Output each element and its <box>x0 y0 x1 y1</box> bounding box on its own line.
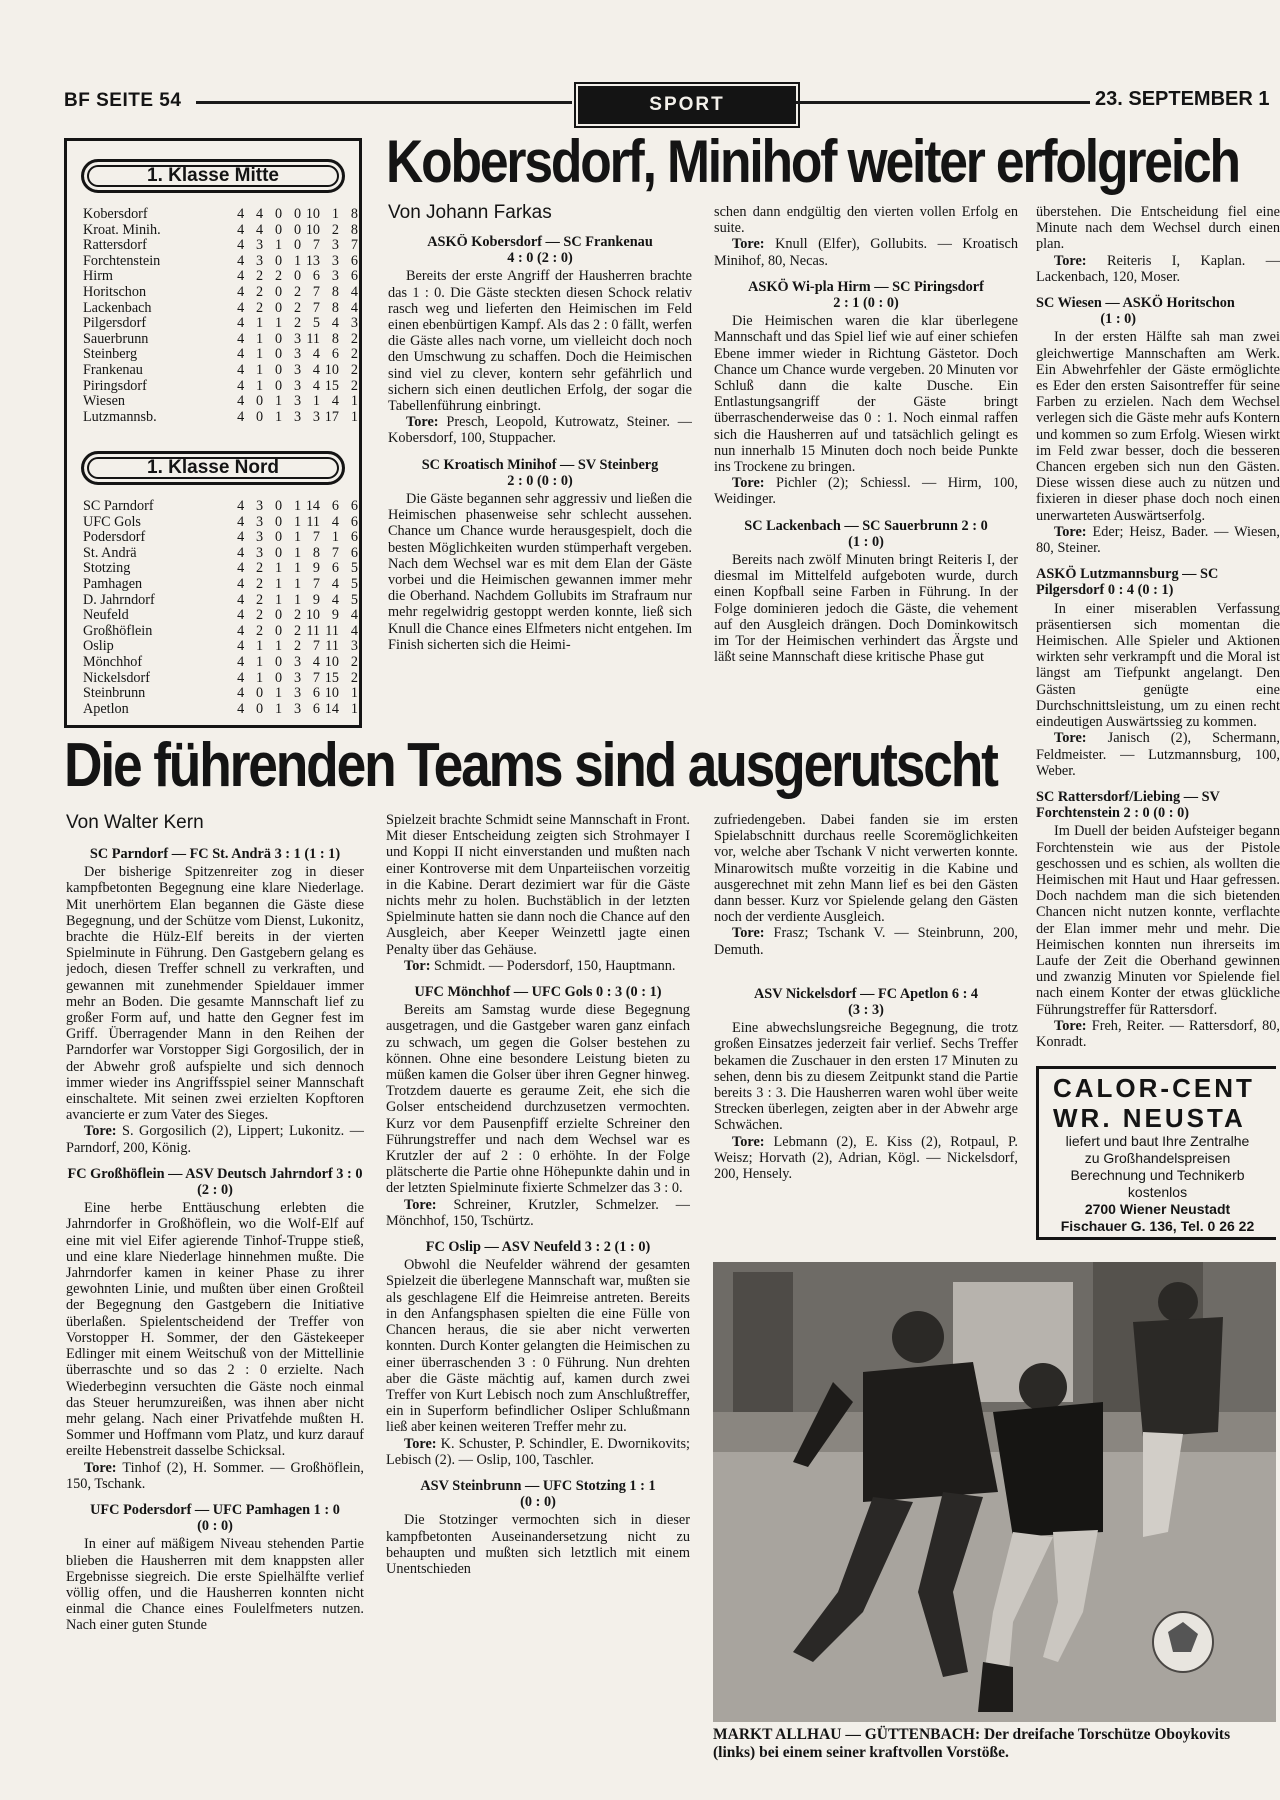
stat-cell: 4 <box>256 221 264 238</box>
standings-row <box>83 316 358 332</box>
stat-cell: 0 <box>275 299 283 316</box>
stat-cell: 1 <box>293 560 302 577</box>
stat-cell: 9 <box>312 591 320 608</box>
stat-cell: 2 <box>256 622 264 639</box>
stat-cell: 3 <box>256 513 264 530</box>
stat-cell: 8 <box>312 544 320 561</box>
stat-cell: 1 <box>293 575 302 592</box>
team-name: Sauerbrunn <box>83 330 149 347</box>
stat-cell: 3 <box>312 408 320 425</box>
team-name: Oslip <box>83 638 114 655</box>
standings-row <box>83 379 358 395</box>
standings-table-nord <box>83 499 358 717</box>
ad-text-3: Berechnung und Technikerb <box>1070 1167 1245 1183</box>
stat-cell: 2 <box>331 221 339 238</box>
stat-cell: 14 <box>324 700 339 717</box>
stat-cell: 2 <box>350 669 358 686</box>
team-name: Lackenbach <box>83 299 152 316</box>
standings-row <box>83 332 358 348</box>
team-name: Kroat. Minih. <box>83 221 161 238</box>
stat-cell: 2 <box>256 591 264 608</box>
stat-cell: 4 <box>237 575 245 592</box>
stat-cell: 0 <box>275 377 283 394</box>
stat-cell: 8 <box>350 221 358 238</box>
stat-cell: 4 <box>312 346 320 363</box>
standings-row <box>83 301 358 317</box>
standings-row <box>83 577 358 593</box>
standings-row <box>83 254 358 270</box>
standings-row <box>83 561 358 577</box>
stat-cell: 0 <box>275 206 283 222</box>
stat-cell: 3 <box>256 544 264 561</box>
stat-cell: 8 <box>331 330 339 347</box>
stat-cell: 2 <box>350 377 358 394</box>
stat-cell: 4 <box>237 221 245 238</box>
team-name: Forchtenstein <box>83 252 161 269</box>
standings-row <box>83 363 358 379</box>
team-name: Nickelsdorf <box>83 669 150 686</box>
standings-row <box>83 347 358 363</box>
stat-cell: 4 <box>331 513 339 530</box>
stat-cell: 4 <box>312 361 320 378</box>
standings-row <box>83 207 358 223</box>
team-name: Piringsdorf <box>83 377 147 394</box>
stat-cell: 4 <box>350 607 358 624</box>
stat-cell: 1 <box>256 330 264 347</box>
stat-cell: 1 <box>350 685 358 702</box>
team-name: Großhöflein <box>83 622 153 639</box>
stat-cell: 2 <box>350 330 358 347</box>
stat-cell: 3 <box>256 529 264 546</box>
stat-cell: 0 <box>256 700 264 717</box>
stat-cell: 1 <box>275 560 283 577</box>
stat-cell: 1 <box>312 393 320 410</box>
stat-cell: 4 <box>237 560 245 577</box>
stat-cell: 5 <box>350 560 358 577</box>
stat-cell: 3 <box>293 653 302 670</box>
header-rule-left <box>196 101 572 104</box>
stat-cell: 0 <box>275 361 283 378</box>
team-name: Neufeld <box>83 607 129 624</box>
headline-article-2: Die führenden Teams sind ausgerutscht <box>64 731 997 800</box>
standings-box <box>64 138 362 728</box>
stat-cell: 3 <box>293 408 302 425</box>
stat-cell: 1 <box>256 315 264 332</box>
article-1-column-2: schen dann endgültig den vierten vollen Erfolg en suite. Tore: Knull (Elfer), Gollubits. — Kroatisch Minihof, 80, Necas. ASKÖ Wi-pla Hirm — SC Piringsdorf 2 : 1 (0 : 0) Die Heimischen waren die klar überlegene Mannschaft und das Spiel lief wie auf einer schiefen Ebene immer wieder in Richtung Gästetor. Doch Chance um Chance wurde vergeben. 20 Minuten vor Schluß dann die kalte Dusche. Ein Entlastungsangriff der Gäste bringt überraschenderweise das 0 : 1. Noch einmal raffen sich die Hausherren auf und tatsächlich gelingt es nun innerhalb 15 Minuten doch noch beide Punkte ins Trockene zu bringen. Tore: Pichler (2); Schiessl. — Hirm, 100, Weidinger. SC Lackenbach — SC Sauerbrunn 2 : 0 (1 : 0) Bereits nach zwölf Minuten bringt Reiteris I, der diesmal im Mittelfeld aufgeboten wurde, durch einen Kopfball seine Farben in Führung. In der Folge dominieren jedoch die Gäste, die vehement auf den Ausgleich drängen. Doch Dominkowitsch im Tor der Heimischen verhindert das Ärgste und läßt seine Mannschaft diese kritische Phase gut <box>714 204 1018 666</box>
stat-cell: 0 <box>275 544 283 561</box>
standings-row <box>83 608 358 624</box>
stat-cell: 4 <box>237 206 245 222</box>
stat-cell: 4 <box>237 361 245 378</box>
team-name: Steinbrunn <box>83 685 146 702</box>
stat-cell: 4 <box>237 669 245 686</box>
stat-cell: 7 <box>312 529 320 546</box>
standings-row <box>83 394 358 410</box>
stat-cell: 4 <box>331 315 339 332</box>
stat-cell: 0 <box>293 221 302 238</box>
standings-row <box>83 686 358 702</box>
ad-phone: Fischauer G. 136, Tel. 0 26 22 <box>1060 1218 1255 1234</box>
standings-row <box>83 285 358 301</box>
stat-cell: 0 <box>275 283 283 300</box>
section-badge: SPORT <box>578 86 796 124</box>
stat-cell: 2 <box>350 361 358 378</box>
stat-cell: 8 <box>350 206 358 222</box>
page-label: BF SEITE 54 <box>64 90 182 111</box>
stat-cell: 4 <box>331 591 339 608</box>
stat-cell: 5 <box>312 315 320 332</box>
table-title-mitte: 1. Klasse Mitte <box>81 159 345 193</box>
ad-text-1: liefert und baut Ihre Zentralhe <box>1065 1133 1250 1149</box>
ad-text-2: zu Großhandelspreisen <box>1084 1150 1231 1166</box>
stat-cell: 0 <box>275 330 283 347</box>
article-2-column-1: SC Parndorf — FC St. Andrä 3 : 1 (1 : 1) Der bisherige Spitzenreiter zog in dieser kampfbetonten Begegnung eine klare Niederlage. Mit unerhörtem Elan begannen die Gäste diese Begegnung, und der Schütze vom Dienst, Lukonitz, brachte die Hülz-Elf bereits in der vierten Spielminute in Führung. Den Gastgebern gelang es jedoch, diesen Treffer schnell zu verkraften, und gewannen mit zunehmender Spieldauer immer mehr an Boden. Die gesamte Mannschaft lief zu großer Form auf, und hatte den Gegner fest im Griff. Überragender Mann in den Reihen der Parndorfer war Vorstopper Sigi Gorgosilich, der in der Abwehr groß aufspielte und sich dennoch immer wieder ins Angriffsspiel seiner Mannschaft einschaltete. Mit seinen zwei erzielten Kopftoren avancierte er zum Vater des Sieges. Tore: S. Gorgosilich (2), Lippert; Lukonitz. — Parndorf, 200, König. FC Großhöflein — ASV Deutsch Jahrndorf 3 : 0 (2 : 0) Eine herbe Enttäuschung erlebten die Jahrndorfer in Großhöflein, wo die Wolf-Elf auf eine mit viel Eifer agierende Tinhof-Truppe stieß, und eine klare Niederlage hinnehmen mußte. Die Jahrndorfer kamen in keiner Phase zu ihrer gewohnten Linie, und mußten über einen Großteil der Begegnung den Gastgebern die Initiative überlaßen. Spielentscheidend der Treffer von Vorstopper H. Sommer, der den Gästekeeper Edlinger mit einem Weitschuß von der Mittellinie überraschte und so das 2 : 0 erzielte. Nach Wiederbeginn versuchten die Gäste noch einmal das Steuer herumzureißen, was ihnen aber nicht mehr gelang. Nach einer Privatfehde mußten H. Sommer und Hoffmann vom Platz, und kurz darauf ereilte Hebenstreit dasselbe Schicksal. Tore: Tinhof (2), H. Sommer. — Großhöflein, 150, Tschank. UFC Podersdorf — UFC Pamhagen 1 : 0 (0 : 0) In einer auf mäßigem Niveau stehenden Partie blieben die Hausherren mit dem knappsten aller Ergebnisse siegreich. Die erste Spielhälfte verlief völlig offen, und die Hausherren konnten nicht einmal die Chance eines Foulelfmeters nutzen. Nach einer guten Stunde <box>66 846 364 1634</box>
stat-cell: 0 <box>275 622 283 639</box>
stat-cell: 0 <box>275 607 283 624</box>
standings-table-mitte <box>83 207 358 425</box>
stat-cell: 4 <box>237 591 245 608</box>
stat-cell: 4 <box>237 607 245 624</box>
team-name: Rattersdorf <box>83 237 147 254</box>
stat-cell: 6 <box>331 346 339 363</box>
stat-cell: 3 <box>331 237 339 254</box>
article-3-column: überstehen. Die Entscheidung fiel eine Minute nach dem Wechsel durch einen plan. Tore: Reiteris I, Kaplan. — Lackenbach, 120, Moser. SC Wiesen — ASKÖ Horitschon (1 : 0) In der ersten Hälfte sah man zwei gleichwertige Mannschaften am Werk. Ein Abwehrfehler der Gäste ermöglichte es Eder den ersten Saisontreffer für seine Farben zu erzielen. Nach dem Wechsel verlegen sich die Gäste mehr aufs Kontern und kommen so zum Erfolg. Wiesen wirkt im Feld zwar besser, doch die besseren Chancen ergeben sich nun den Gästen. Diese wissen diese auch zu nützen und fixieren in dieser phase doch noch einen unerwarteten Auswärtserfolg. Tore: Eder; Heisz, Bader. — Wiesen, 80, Steiner. ASKÖ Lutzmannsburg — SC Pilgersdorf 0 : 4 (0 : 1) In einer miserablen Verfassung präsentiersen sich momentan die Heimischen. Alle Spieler und Aktionen wirkten sehr verkrampft und die Moral ist längst am Tiefpunkt angelangt. Den Gästen genügte eine Durchschnittsleistung, um zu einen recht eindeutigen Auswärtssieg zu kommen. Tore: Janisch (2), Schermann, Feldmeister. — Lutzmannsburg, 100, Weber. SC Rattersdorf/Liebing — SV Forchtenstein 2 : 0 (0 : 0) Im Duell der beiden Aufsteiger begann Forchtenstein wie aus der Pistole geschossen und es schien, als wollten die Heimischen mit Haut und Haar gefressen. Doch nachdem man die sich bietenden Chancen nicht nutzen konnte, verflachte der Elan immer mehr und mehr. Die Heimischen konnten nun ihrerseits im Laufe der Zeit die Oberhand gewinnen und zwanzig Minuten vor Spielende fiel nach einem Konter der etwas glückliche Führungstreffer für Rattersdorf. Tore: Freh, Reiter. — Rattersdorf, 80, Konradt. <box>1036 204 1280 1050</box>
stat-cell: 6 <box>350 268 358 285</box>
stat-cell: 4 <box>256 206 264 222</box>
stat-cell: 0 <box>275 513 283 530</box>
stat-cell: 4 <box>237 315 245 332</box>
article-1-column-1: ASKÖ Kobersdorf — SC Frankenau 4 : 0 (2 : 0) Bereits der erste Angriff der Hausherren brachte das 1 : 0. Die Gäste steckten diesen Schock relativ rasch weg und lieferten den Heimischen im Feld einen ebenbürtigen Kampf. Als das 2 : 0 fällt, werfen die Gäste alles nach vorne, um vielleicht doch noch den Umschwung zu schaffen. Doch die Heimischen sind viel zu clever, kontern sehr gefährlich und sichern sich einen deutlichen Erfolg, der sogar die Tabellenführung einbringt. Tore: Presch, Leopold, Kutrowatz, Steiner. — Kobersdorf, 100, Stuppacher. SC Kroatisch Minihof — SV Steinberg 2 : 0 (0 : 0) Die Gäste begannen sehr aggressiv und ließen die Heimischen phasenweise sehr schlecht aussehen. Chance um Chance wurde herausgespielt, doch die besten Möglichkeiten wurden stümperhaft vergeben. Nach dem Wechsel war es mit dem Elan der Gäste vorbei und die Heimischen gewannen immer mehr die Oberhand. Nachdem Gollubits im Strafraum nur mehr regelwidrig gestoppt werden konnte, ließ sich Knull die Chance eines Elfmeters nicht entgehen. Im Finish sicherten sich die Heimi- <box>388 234 692 653</box>
standings-row <box>83 593 358 609</box>
team-name: Hirm <box>83 268 113 285</box>
stat-cell: 2 <box>275 268 283 285</box>
stat-cell: 3 <box>256 237 264 254</box>
stat-cell: 1 <box>331 206 339 222</box>
table-title-nord: 1. Klasse Nord <box>81 451 345 485</box>
standings-row <box>83 671 358 687</box>
stat-cell: 1 <box>256 653 264 670</box>
team-name: Stotzing <box>83 560 131 577</box>
stat-cell: 4 <box>237 283 245 300</box>
stat-cell: 6 <box>331 560 339 577</box>
stat-cell: 3 <box>350 315 358 332</box>
stat-cell: 4 <box>237 653 245 670</box>
team-name: Kobersdorf <box>83 206 148 222</box>
stat-cell: 1 <box>350 393 358 410</box>
stat-cell: 2 <box>293 638 302 655</box>
stat-cell: 4 <box>237 513 245 530</box>
stat-cell: 2 <box>293 622 302 639</box>
stat-cell: 6 <box>350 252 358 269</box>
stat-cell: 8 <box>331 283 339 300</box>
stat-cell: 0 <box>275 669 283 686</box>
stat-cell: 1 <box>256 638 264 655</box>
stat-cell: 0 <box>275 252 283 269</box>
stat-cell: 5 <box>350 591 358 608</box>
stat-cell: 0 <box>293 237 302 254</box>
standings-row <box>83 410 358 426</box>
stat-cell: 14 <box>305 498 320 514</box>
ad-brand-line-1: CALOR-CENT <box>1053 1073 1255 1103</box>
stat-cell: 7 <box>312 669 320 686</box>
stat-cell: 1 <box>275 591 283 608</box>
standings-row <box>83 624 358 640</box>
standings-row <box>83 546 358 562</box>
stat-cell: 10 <box>324 361 339 378</box>
stat-cell: 9 <box>312 560 320 577</box>
team-name: Apetlon <box>83 700 129 717</box>
stat-cell: 4 <box>237 377 245 394</box>
stat-cell: 9 <box>331 607 339 624</box>
standings-row <box>83 223 358 239</box>
stat-cell: 10 <box>324 653 339 670</box>
stat-cell: 0 <box>256 685 264 702</box>
stat-cell: 11 <box>306 513 320 530</box>
team-name: Mönchhof <box>83 653 143 670</box>
page-date: 23. SEPTEMBER 1 <box>1095 88 1270 110</box>
stat-cell: 15 <box>324 377 339 394</box>
stat-cell: 7 <box>331 544 339 561</box>
stat-cell: 2 <box>350 346 358 363</box>
stat-cell: 2 <box>256 560 264 577</box>
standings-row <box>83 269 358 285</box>
team-name: Wiesen <box>83 393 125 410</box>
stat-cell: 7 <box>312 237 320 254</box>
stat-cell: 1 <box>275 685 283 702</box>
stat-cell: 4 <box>237 700 245 717</box>
photo-caption: MARKT ALLHAU — GÜTTENBACH: Der dreifache Torschütze Oboykovits (links) bei einem seiner kraftvollen Vorstöße. <box>713 1726 1231 1761</box>
stat-cell: 1 <box>293 591 302 608</box>
stat-cell: 11 <box>325 638 339 655</box>
stat-cell: 2 <box>256 607 264 624</box>
stat-cell: 7 <box>312 575 320 592</box>
stat-cell: 3 <box>256 252 264 269</box>
stat-cell: 2 <box>256 268 264 285</box>
stat-cell: 4 <box>312 377 320 394</box>
stat-cell: 7 <box>350 237 358 254</box>
stat-cell: 4 <box>237 685 245 702</box>
stat-cell: 5 <box>350 575 358 592</box>
stat-cell: 11 <box>306 330 320 347</box>
team-name: Podersdorf <box>83 529 146 546</box>
stat-cell: 2 <box>293 283 302 300</box>
stat-cell: 1 <box>293 529 302 546</box>
stat-cell: 1 <box>275 315 283 332</box>
standings-row <box>83 639 358 655</box>
stat-cell: 1 <box>293 513 302 530</box>
stat-cell: 4 <box>237 638 245 655</box>
stat-cell: 10 <box>324 685 339 702</box>
stat-cell: 2 <box>293 315 302 332</box>
team-name: D. Jahrndorf <box>83 591 155 608</box>
stat-cell: 4 <box>237 346 245 363</box>
stat-cell: 4 <box>237 330 245 347</box>
standings-row <box>83 499 358 515</box>
header-rule-right <box>796 101 1090 104</box>
stat-cell: 4 <box>237 268 245 285</box>
stat-cell: 6 <box>312 685 320 702</box>
stat-cell: 13 <box>305 252 320 269</box>
byline-article-1: Von Johann Farkas <box>388 202 552 223</box>
stat-cell: 1 <box>331 529 339 546</box>
match-photo <box>713 1262 1276 1722</box>
team-name: Frankenau <box>83 361 143 378</box>
stat-cell: 4 <box>331 575 339 592</box>
team-name: Pilgersdorf <box>83 315 147 332</box>
stat-cell: 10 <box>305 221 320 238</box>
stat-cell: 10 <box>305 607 320 624</box>
stat-cell: 6 <box>350 529 358 546</box>
stat-cell: 1 <box>350 408 358 425</box>
stat-cell: 6 <box>350 544 358 561</box>
stat-cell: 4 <box>237 622 245 639</box>
stat-cell: 0 <box>293 268 302 285</box>
stat-cell: 4 <box>350 283 358 300</box>
stat-cell: 1 <box>256 361 264 378</box>
stat-cell: 7 <box>312 638 320 655</box>
stat-cell: 3 <box>293 377 302 394</box>
stat-cell: 8 <box>331 299 339 316</box>
stat-cell: 3 <box>293 346 302 363</box>
stat-cell: 4 <box>237 393 245 410</box>
team-name: St. Andrä <box>83 544 137 561</box>
stat-cell: 4 <box>237 408 245 425</box>
standings-row <box>83 515 358 531</box>
article-2-column-2: Spielzeit brachte Schmidt seine Mannschaft in Front. Mit dieser Entscheidung zeigten sich Strohmayer I und Koppi II nicht einverstanden und mußten nach einer Kontroverse mit dem Unparteiischen vorzeitig in die Kabine. Derart dezimiert war für die Gäste nichts mehr zu holen. Buchstäblich in der letzten Spielminute hatten sie dann noch die Chance auf den Ausgleich, aber Keeper Weinzettl jagte einen Penalty über das Gehäuse. Tor: Schmidt. — Podersdorf, 150, Hauptmann. UFC Mönchhof — UFC Gols 0 : 3 (0 : 1) Bereits am Samstag wurde diese Begegnung ausgetragen, und die Gastgeber waren ganz einfach zu schwach, um gegen die Golser bestehen zu können. Ohne eine besondere Leistung bieten zu müßen kamen die Golser über ihren Gegner hinweg. Trotzdem dauerte es geraume Zeit, ehe sich die Golser entscheidend durchzusetzen vermochten. Kurz vor dem Pausenpfiff erzielte Schreiner den Führungstreffer und nach dem Wechsel war es Krutzler der auf 2 : 0 erhöhte. In der Folge plätscherte die Partie ohne Höhepunkte dahin und in der letzten Spielminute fixierte Schmelzer das 3 : 0. Tore: Schreiner, Krutzler, Schmelzer. — Mönchhof, 150, Tschürtz. FC Oslip — ASV Neufeld 3 : 2 (1 : 0) Obwohl die Neufelder während der gesamten Spielzeit die überlegene Mannschaft war, mußten sie als geschlagene Elf die Heimreise antreten. Bereits in den Anfangsphasen spielten die eine Fülle von Chancen heraus, die sie aber nicht verwerten konnten. Durch Konter gelangten die Heimischen zu einer überraschenden 3 : 0 Führung. Nun drehten aber die Gäste mächtig auf, kamen durch zwei Treffer von Kurt Lebisch noch zum Anschlußtreffer, ein in Superform befindlicher Osliper Schlußmann ließ aber keinen weiteren Treffer mehr zu. Tore: K. Schuster, P. Schindler, E. Dwornikovits; Lebisch (2). — Oslip, 100, Taschler. ASV Steinbrunn — UFC Stotzing 1 : 1 (0 : 0) Die Stotzinger vermochten sich in dieser kampfbetonten Auseinandersetzung nicht zu behaupten und mußten sich letztlich mit einem Unentschieden <box>386 812 690 1577</box>
stat-cell: 1 <box>275 393 283 410</box>
photo-illustration <box>713 1262 1276 1722</box>
headline-article-1: Kobersdorf, Minihof weiter erfolgreich <box>386 128 1239 195</box>
stat-cell: 0 <box>275 498 283 514</box>
stat-cell: 11 <box>325 622 339 639</box>
standings-row <box>83 702 358 718</box>
stat-cell: 6 <box>312 700 320 717</box>
stat-cell: 11 <box>306 622 320 639</box>
stat-cell: 1 <box>256 346 264 363</box>
stat-cell: 4 <box>350 299 358 316</box>
stat-cell: 1 <box>256 377 264 394</box>
standings-row <box>83 530 358 546</box>
stat-cell: 1 <box>275 575 283 592</box>
stat-cell: 0 <box>275 346 283 363</box>
stat-cell: 0 <box>275 529 283 546</box>
stat-cell: 3 <box>293 393 302 410</box>
stat-cell: 4 <box>237 237 245 254</box>
team-name: Horitschon <box>83 283 147 300</box>
stat-cell: 15 <box>324 669 339 686</box>
stat-cell: 1 <box>293 544 302 561</box>
stat-cell: 10 <box>305 206 320 222</box>
team-name: SC Parndorf <box>83 498 154 514</box>
ad-text-4: kostenlos <box>1127 1184 1188 1200</box>
stat-cell: 3 <box>293 330 302 347</box>
stat-cell: 6 <box>331 498 339 514</box>
stat-cell: 2 <box>256 283 264 300</box>
stat-cell: 4 <box>237 498 245 514</box>
stat-cell: 1 <box>275 700 283 717</box>
stat-cell: 2 <box>293 607 302 624</box>
stat-cell: 6 <box>350 498 358 514</box>
stat-cell: 6 <box>312 268 320 285</box>
stat-cell: 4 <box>312 653 320 670</box>
stat-cell: 4 <box>331 393 339 410</box>
stat-cell: 17 <box>324 408 339 425</box>
stat-cell: 3 <box>293 685 302 702</box>
stat-cell: 3 <box>331 252 339 269</box>
stat-cell: 3 <box>293 700 302 717</box>
stat-cell: 4 <box>350 622 358 639</box>
stat-cell: 0 <box>293 206 302 222</box>
stat-cell: 3 <box>350 638 358 655</box>
stat-cell: 4 <box>237 529 245 546</box>
ad-address: 2700 Wiener Neustadt <box>1084 1201 1231 1217</box>
stat-cell: 1 <box>293 498 302 514</box>
byline-article-2: Von Walter Kern <box>66 812 204 833</box>
stat-cell: 1 <box>275 638 283 655</box>
stat-cell: 2 <box>256 575 264 592</box>
stat-cell: 1 <box>275 237 283 254</box>
team-name: Pamhagen <box>83 575 143 592</box>
team-name: Lutzmannsb. <box>83 408 157 425</box>
stat-cell: 2 <box>293 299 302 316</box>
stat-cell: 3 <box>331 268 339 285</box>
ad-brand-line-2: WR. NEUSTA <box>1053 1103 1246 1133</box>
stat-cell: 1 <box>256 669 264 686</box>
standings-row <box>83 655 358 671</box>
standings-row <box>83 238 358 254</box>
team-name: Steinberg <box>83 346 138 363</box>
stat-cell: 1 <box>275 408 283 425</box>
stat-cell: 3 <box>293 361 302 378</box>
stat-cell: 0 <box>275 653 283 670</box>
stat-cell: 4 <box>237 299 245 316</box>
stat-cell: 0 <box>275 221 283 238</box>
stat-cell: 1 <box>293 252 302 269</box>
stat-cell: 0 <box>256 393 264 410</box>
stat-cell: 4 <box>237 252 245 269</box>
stat-cell: 3 <box>293 669 302 686</box>
stat-cell: 0 <box>256 408 264 425</box>
stat-cell: 1 <box>350 700 358 717</box>
stat-cell: 7 <box>312 299 320 316</box>
stat-cell: 2 <box>256 299 264 316</box>
stat-cell: 2 <box>350 653 358 670</box>
stat-cell: 4 <box>237 544 245 561</box>
advertisement <box>1036 1066 1276 1240</box>
team-name: UFC Gols <box>83 513 141 530</box>
stat-cell: 7 <box>312 283 320 300</box>
stat-cell: 3 <box>256 498 264 514</box>
article-2-column-3: zufriedengeben. Dabei fanden sie im ersten Spielabschnitt durchaus reelle Scoremöglichkeiten vor, welche aber Tschank V nicht verwerten konnte. Minarowitsch mußte vorzeitig in die Kabine und ausgerechnet mit zehn Mann lief es bei den Gästen dann besser. Kurz vor Spielende gelang den Gästen noch der verdiente Ausgleich. Tore: Frasz; Tschank V. — Steinbrunn, 200, Demuth. ASV Nickelsdorf — FC Apetlon 6 : 4 (3 : 3) Eine abwechslungsreiche Begegnung, die trotz großen Einsatzes jederzeit fair verlief. Sechs Treffer bekamen die Zuschauer in den ersten 17 Minuten zu sehen, denn bis zu diesem Zeitpunkt stand die Partie bereits 3 : 3. Die Hausherren waren wohl über weite Strecken überlegen, zeigten aber in der Abwehr arge Schwächen. Tore: Lebmann (2), E. Kiss (2), Rotpaul, P. Weisz; Horvath (2), Adrian, Kögl. — Nickelsdorf, 200, Hensely. <box>714 812 1018 1183</box>
stat-cell: 6 <box>350 513 358 530</box>
